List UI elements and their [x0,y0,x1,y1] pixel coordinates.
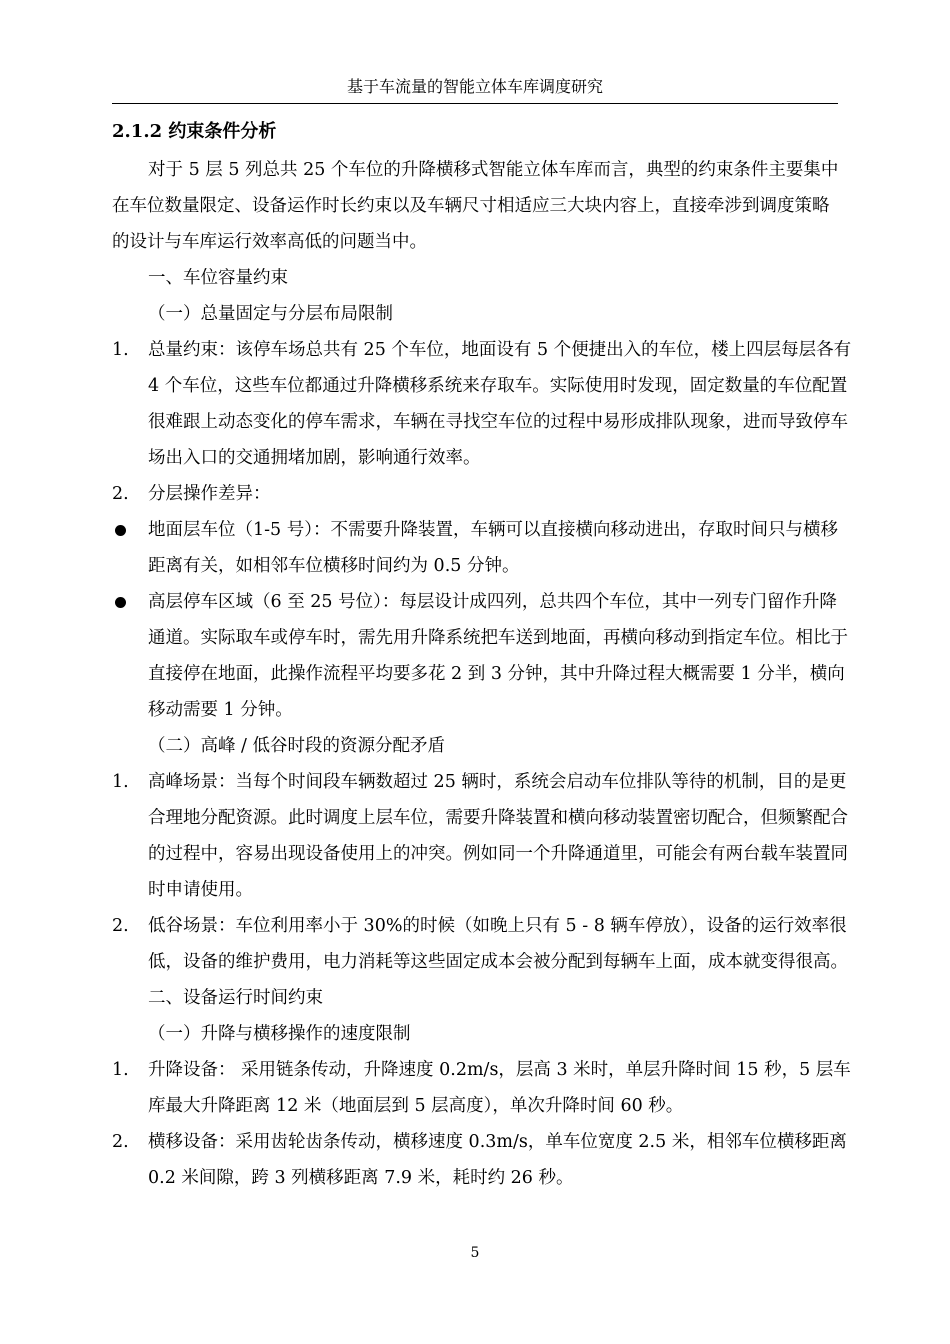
list-number: 2. [112,916,129,936]
part1-sub2-heading: （二）高峰 / 低谷时段的资源分配矛盾 [148,736,446,756]
list-number: 1. [112,772,129,792]
page-number: 5 [470,1245,480,1261]
bullet-item-text: 高层停车区域（6 至 25 号位）：每层设计成四列，总共四个车位，其中一列专门留作升降通道。实际取车或停车时，需先用升降系统把车送到地面，再横向移动到指定车位。相比于直接停在地面，此操作流程平均要多花 2 到 3 分钟，其中升降过程大概需要 1 分半，横向移动需要 1 分钟。 [148,592,848,720]
bullet-item-text: 地面层车位（1-5 号）：不需要升降装置，车辆可以直接横向移动进出，存取时间只与横移距离有关，如相邻车位横移时间约为 0.5 分钟。 [148,520,838,576]
section-heading: 2.1.2 约束条件分析 [112,121,277,142]
list-item [112,332,852,476]
list-number: 2. [112,484,129,504]
list-number: 1. [112,1060,129,1080]
list-item-text: 总量约束：该停车场总共有 25 个车位，地面设有 5 个便捷出入的车位，楼上四层每层各有 4 个车位，这些车位都通过升降横移系统来存取车。实际使用时发现，固定数量的车位配置很难跟上动态变化的停车需求，车辆在寻找空车位的过程中易形成排队现象，进而导致停车场出入口的交通拥堵加剧，影响通行效率。 [148,340,852,468]
list-item-text: 分层操作差异： [148,484,271,504]
body-content [112,152,852,1196]
part1-heading: 一、车位容量约束 [148,268,288,288]
list-item [112,1052,852,1124]
running-header: 基于车流量的智能立体车库调度研究 [346,77,603,96]
list-item-text: 高峰场景：当每个时间段车辆数超过 25 辆时，系统会启动车位排队等待的机制，目的是更合理地分配资源。此时调度上层车位，需要升降装置和横向移动装置密切配合，但频繁配合的过程中，容易出现设备使用上的冲突。例如同一个升降通道里，可能会有两台载车装置同时申请使用。 [148,772,848,900]
list-item-text: 升降设备： 采用链条传动，升降速度 0.2m/s，层高 3 米时，单层升降时间 15 秒，5 层车库最大升降距离 12 米（地面层到 5 层高度），单次升降时间 60 秒。 [148,1060,851,1116]
list-item [112,1124,852,1196]
bullet-item [112,512,852,584]
list-item [112,764,852,908]
list-number: 2. [112,1132,129,1152]
bullet-item [112,584,852,728]
list-item [112,908,852,980]
intro-paragraph: 对于 5 层 5 列总共 25 个车位的升降横移式智能立体车库而言，典型的约束条件主要集中在车位数量限定、设备运作时长约束以及车辆尺寸相适应三大块内容上，直接牵涉到调度策略的设计与车库运行效率高低的问题当中。 [112,160,839,252]
part2-heading: 二、设备运行时间约束 [148,988,323,1008]
list-number: 1. [112,340,129,360]
list-item-text: 低谷场景：车位利用率小于 30%的时候（如晚上只有 5 - 8 辆车停放），设备的运行效率很低，设备的维护费用，电力消耗等这些固定成本会被分配到每辆车上面，成本就变得很高。 [148,916,848,972]
list-item-text: 横移设备：采用齿轮齿条传动，横移速度 0.3m/s，单车位宽度 2.5 米，相邻车位横移距离 0.2 米间隙，跨 3 列横移距离 7.9 米，耗时约 26 秒。 [148,1132,847,1188]
part1-sub1-heading: （一）总量固定与分层布局限制 [148,304,393,324]
bullet-icon [115,597,126,608]
bullet-icon [115,525,126,536]
list-item [112,476,852,512]
part2-sub1-heading: （一）升降与横移操作的速度限制 [148,1024,411,1044]
header-divider [112,103,838,104]
